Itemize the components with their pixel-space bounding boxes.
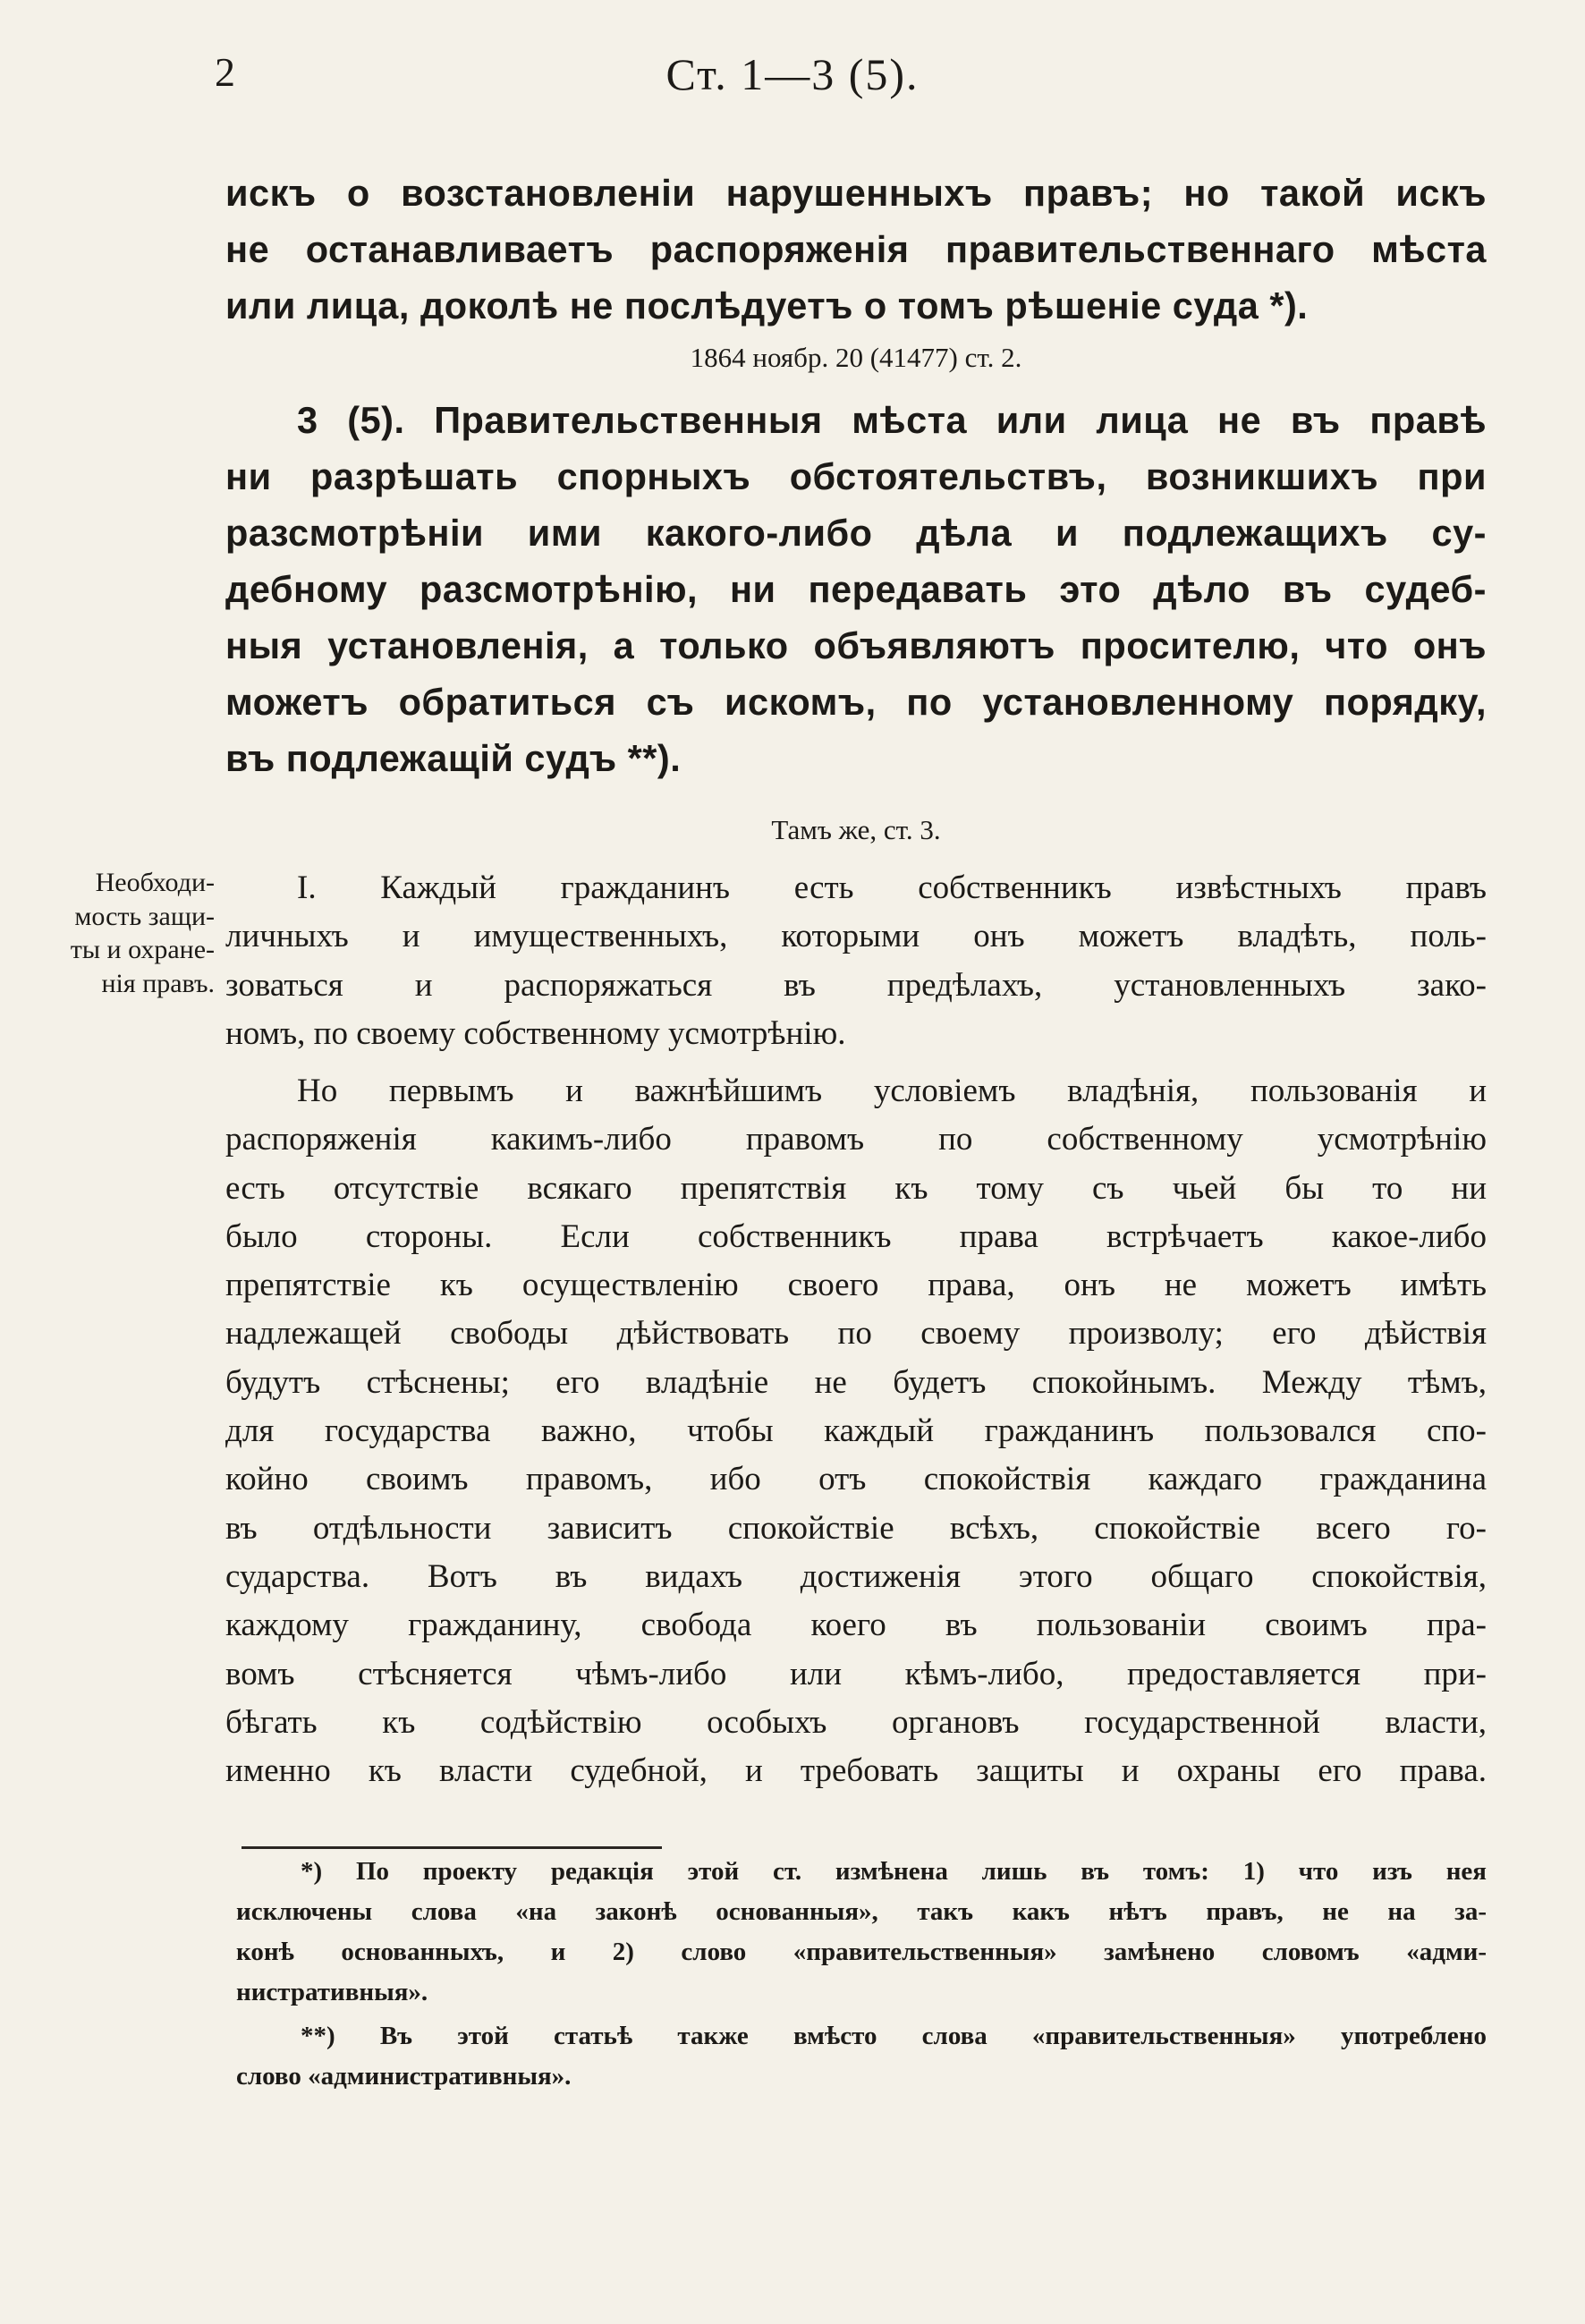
source-citation: Тамъ же, ст. 3. [771,814,941,845]
text-line: распоряженія какимъ-либо правомъ по собственному усмотрѣнію [225,1121,1487,1158]
footnote-line: исключены слова «на законѣ основанныя», такъ какъ нѣтъ правъ, не на за- [236,1897,1487,1926]
text-line: ни разрѣшать спорныхъ обстоятельствъ, возникшихъ при [225,455,1487,497]
article-2-continuation [225,165,1487,334]
article-3 [225,392,1487,786]
footnote-1 [236,1852,1487,2013]
text-line: 3 (5). Правительственныя мѣста или лица не въ правѣ [297,399,1487,441]
text-line: или лица, доколѣ не послѣдуетъ о томъ рѣшеніе суда *). [225,284,1309,327]
text-line: не останавливаетъ распоряженія правительственнаго мѣста [225,228,1487,270]
text-line: дебному разсмотрѣнію, ни передавать это дѣло въ судеб- [225,568,1487,610]
footnote-line: **) Въ этой статьѣ также вмѣсто слова «правительственныя» употреблено [301,2022,1487,2050]
text-line: можетъ обратиться съ искомъ, по установленному порядку, [225,681,1487,723]
text-line: разсмотрѣніи ими какого-либо дѣла и подлежащихъ су- [225,512,1487,554]
margin-note-line: нія правъ. [101,968,215,998]
text-line: зоваться и распоряжаться въ предѣлахъ, установленныхъ зако- [225,966,1487,1004]
text-line: было стороны. Если собственникъ права встрѣчаетъ какое-либо [225,1217,1487,1255]
text-line: личныхъ и имущественныхъ, которыми онъ можетъ владѣть, поль- [225,918,1487,955]
text-line: сударства. Вотъ въ видахъ достиженія этого общаго спокойствія, [225,1557,1487,1595]
text-line: надлежащей свободы дѣйствовать по своему произволу; его дѣйствія [225,1315,1487,1353]
footnote-line: *) По проекту редакція этой ст. измѣнена лишь въ томъ: 1) что изъ нея [301,1857,1487,1886]
source-citation: 1864 ноябр. 20 (41477) ст. 2. [690,342,1022,373]
text-line: есть отсутствіе всякаго препятствія къ тому съ чьей бы то ни [225,1169,1487,1207]
margin-note-line: Необходи- [95,868,215,897]
margin-note-line: мость защи- [74,901,215,931]
footnotes [236,1852,1487,2100]
text-line: въ подлежащій судъ **). [225,737,682,779]
footnote-line: нистративныя». [236,1978,428,2006]
text-line: I. Каждый гражданинъ есть собственникъ извѣстныхъ правъ [297,869,1487,906]
text-line: каждому гражданину, свобода коего въ пользованіи своимъ пра- [225,1607,1487,1644]
text-line: для государства важно, чтобы каждый гражданинъ пользовался спо- [225,1412,1487,1450]
text-line: номъ, по своему собственному усмотрѣнію. [225,1014,846,1052]
text-line: препятствіе къ осуществленію своего права, онъ не можетъ имѣть [225,1267,1487,1304]
text-line: койно своимъ правомъ, ибо отъ спокойствія каждаго гражданина [225,1461,1487,1498]
text-line: будутъ стѣснены; его владѣніе не будетъ спокойнымъ. Между тѣмъ, [225,1363,1487,1401]
footnote-line: конѣ основанныхъ, и 2) слово «правительственныя» замѣнено словомъ «адми- [236,1938,1487,1966]
text-line: Но первымъ и важнѣйшимъ условіемъ владѣнія, пользованія и [297,1073,1487,1109]
margin-note-line: ты и охране- [70,935,215,964]
footnote-line: слово «административныя». [236,2062,572,2091]
commentary-paragraph-1 [225,864,1487,1058]
running-head: Ст. 1—3 (5). [665,49,920,99]
commentary-paragraph-2 [225,1067,1487,1795]
margin-note [36,866,215,1000]
text-line: именно къ власти судебной, и требовать защиты и охраны его права. [225,1752,1487,1790]
page-number: 2 [215,49,235,95]
text-line: ныя установленія, а только объявляютъ просителю, что онъ [225,624,1487,666]
text-line: вомъ стѣсняется чѣмъ-либо или кѣмъ-либо, предоставляется при- [225,1655,1487,1692]
text-line: бѣгать къ содѣйствію особыхъ органовъ государственной власти, [225,1703,1487,1741]
text-line: искъ о возстановленіи нарушенныхъ правъ; но такой искъ [225,172,1487,214]
footnote-separator [242,1846,662,1849]
footnote-2 [236,2016,1487,2097]
text-line: въ отдѣльности зависитъ спокойствіе всѣхъ, спокойствіе всего го- [225,1509,1487,1547]
